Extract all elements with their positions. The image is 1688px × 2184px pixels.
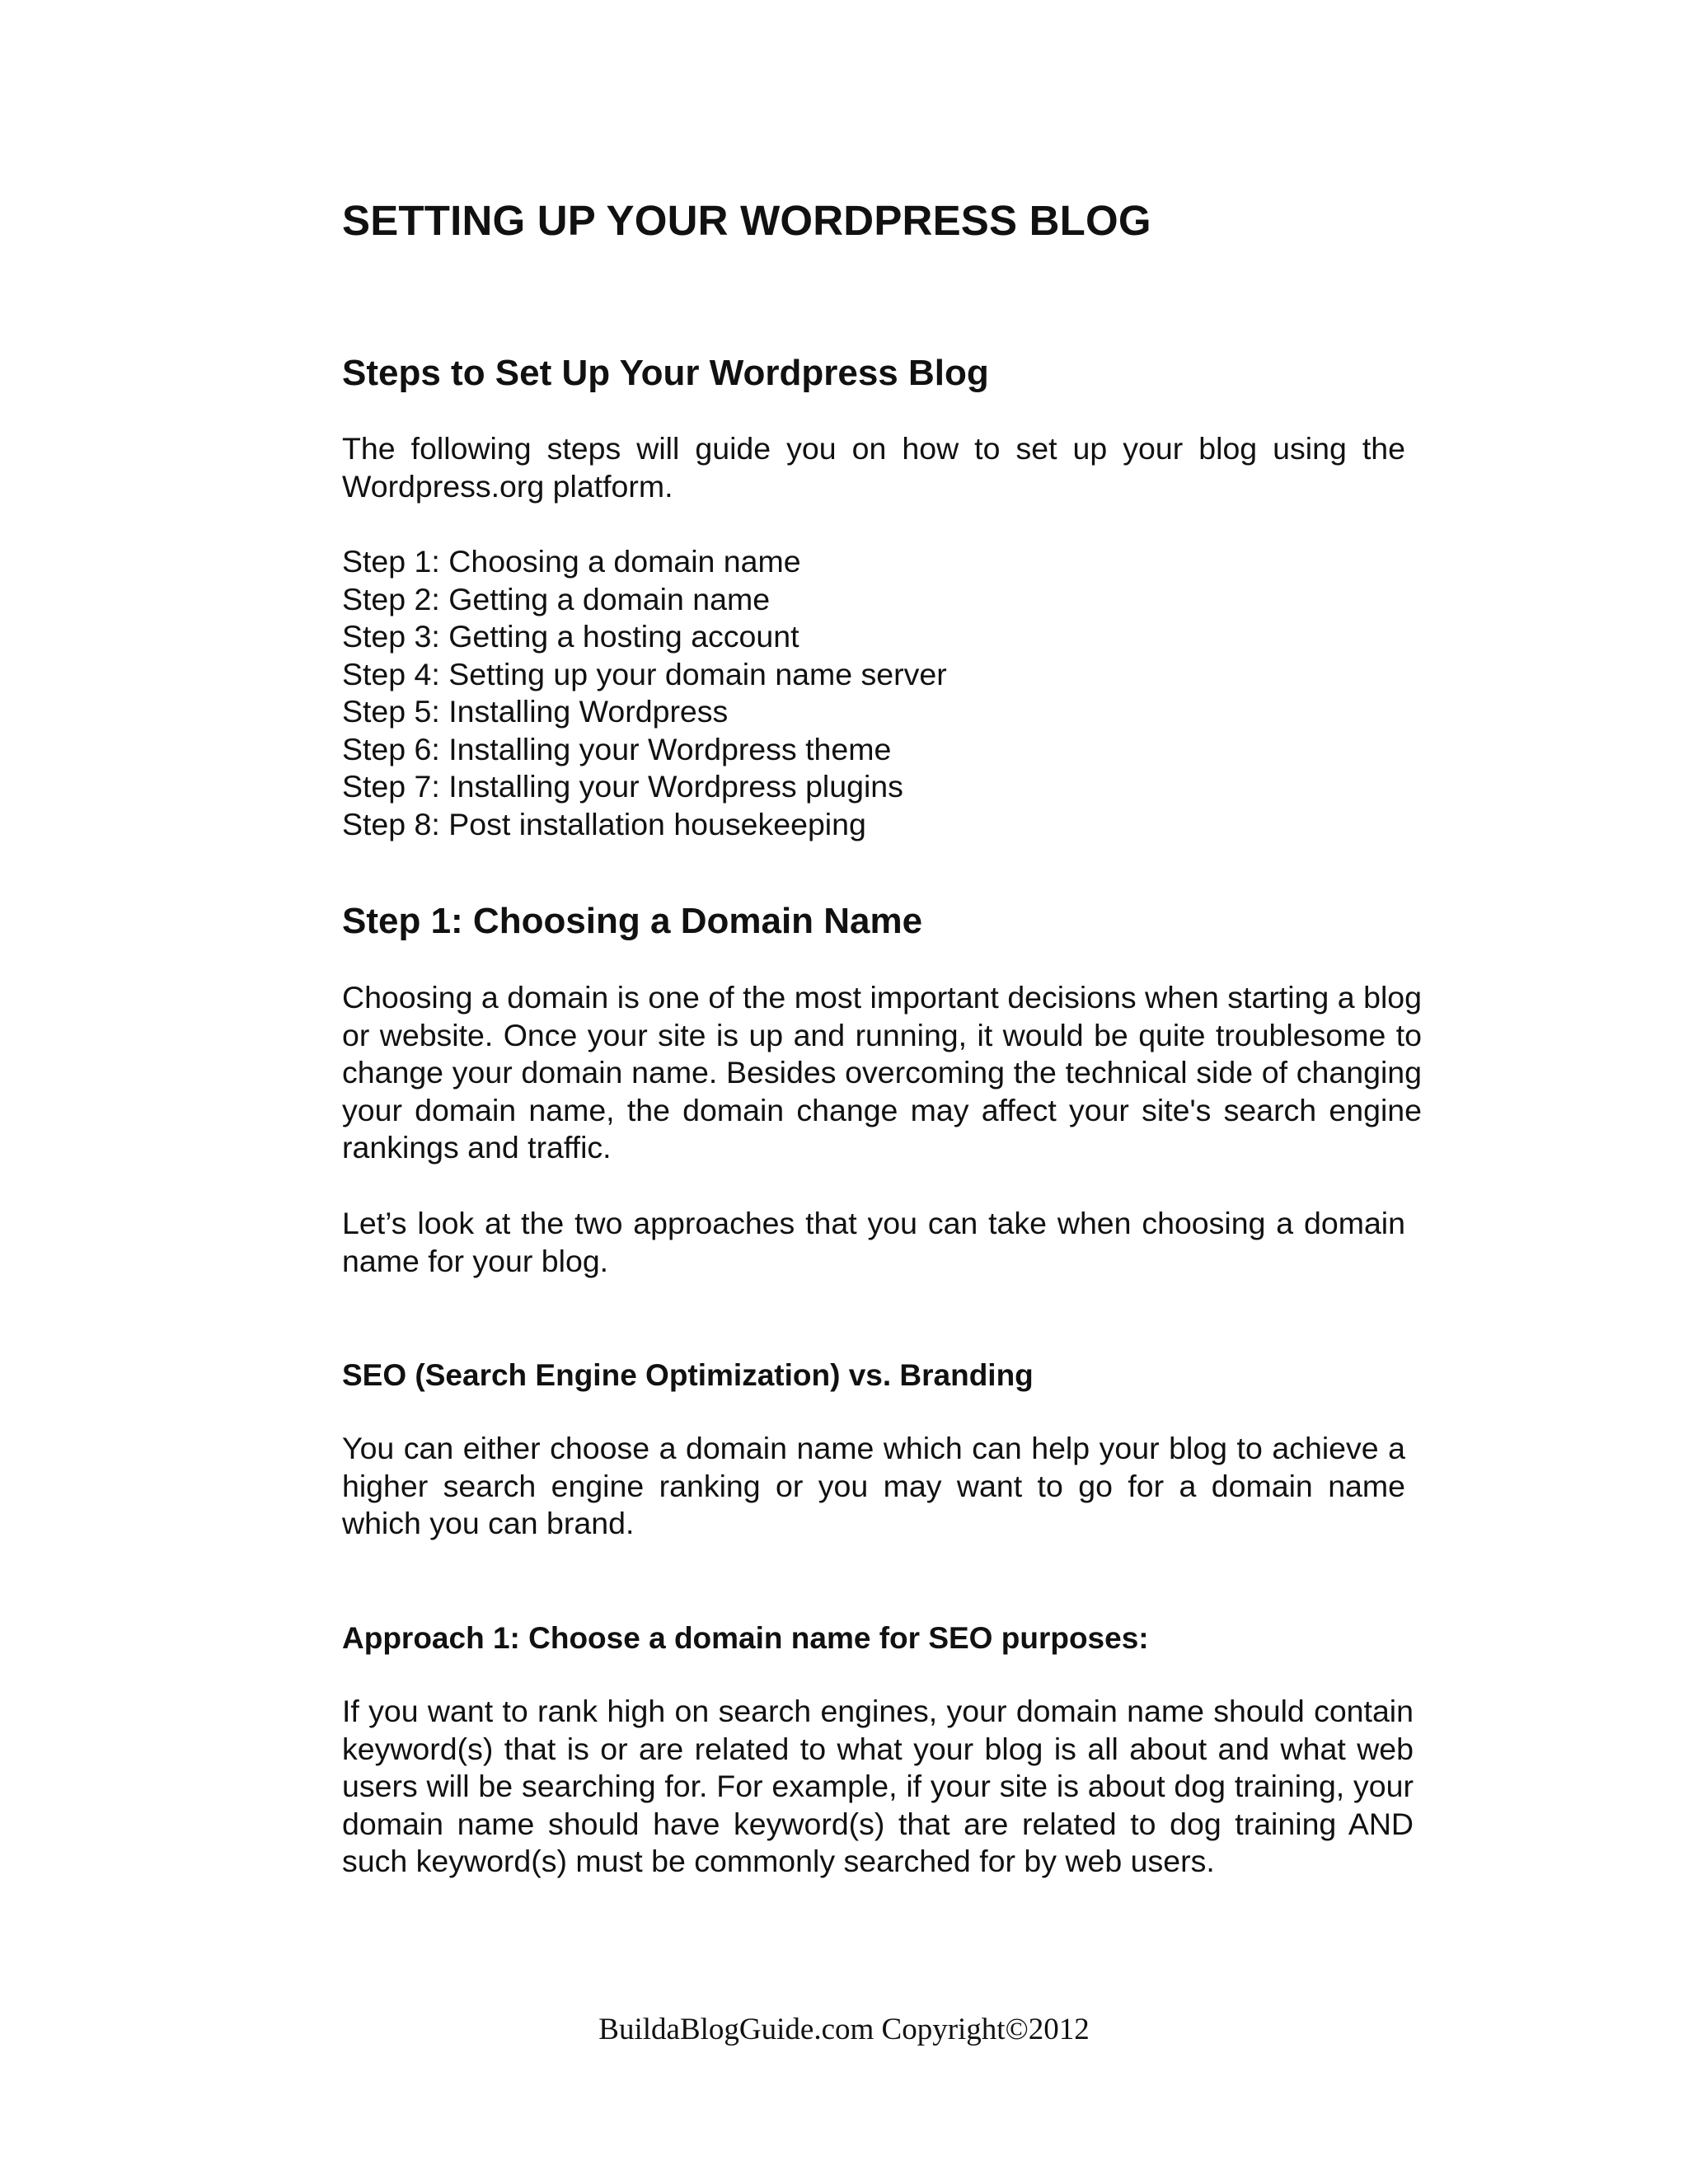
step-item: Step 8: Post installation housekeeping: [342, 806, 866, 841]
document-title: SETTING UP YOUR WORDPRESS BLOG: [342, 197, 1151, 244]
seo-branding-paragraph: You can either choose a domain name which can help your blog to achieve a higher search engine ranking or you may want to go for a domain name which you can brand.: [342, 1431, 1405, 1540]
step-item: Step 6: Installing your Wordpress theme: [342, 731, 892, 766]
page-footer: BuildaBlogGuide.com Copyright©2012: [598, 2013, 1090, 2046]
step-item: Step 3: Getting a hosting account: [342, 619, 799, 654]
approach1-paragraph: If you want to rank high on search engines, your domain name should contain keyword(s) that is or are related to what your blog is all about and what web users will be searching for. For example, if your site is about dog training, your domain name should have keyword(s) that are related to dog training AND such keyword(s) must be commonly searched for by web users.: [342, 1694, 1414, 1878]
step-item: Step 2: Getting a domain name: [342, 581, 771, 616]
seo-branding-heading: SEO (Search Engine Optimization) vs. Branding: [342, 1358, 1034, 1392]
steps-intro-paragraph: The following steps will guide you on how to set up your blog using the Wordpress.org platform.: [342, 431, 1405, 504]
step-item: Step 7: Installing your Wordpress plugins: [342, 769, 903, 804]
step-item: Step 4: Setting up your domain name server: [342, 656, 947, 691]
step-item: Step 1: Choosing a domain name: [342, 544, 801, 579]
step1-paragraph-2: Let’s look at the two approaches that you can take when choosing a domain name for your blog.: [342, 1206, 1405, 1278]
step-item: Step 5: Installing Wordpress: [342, 694, 729, 729]
step1-heading: Step 1: Choosing a Domain Name: [342, 901, 923, 941]
step1-paragraph-1: Choosing a domain is one of the most important decisions when starting a blog or website. Once your site is up and running, it would be quite troublesome to change your domain name. Besides overcoming the technical side of changing your domain name, the domain change may affect your site's search engine rankings and traffic.: [342, 980, 1422, 1165]
steps-list: [342, 543, 947, 843]
steps-heading: Steps to Set Up Your Wordpress Blog: [342, 353, 989, 393]
approach1-heading: Approach 1: Choose a domain name for SEO purposes:: [342, 1621, 1149, 1655]
